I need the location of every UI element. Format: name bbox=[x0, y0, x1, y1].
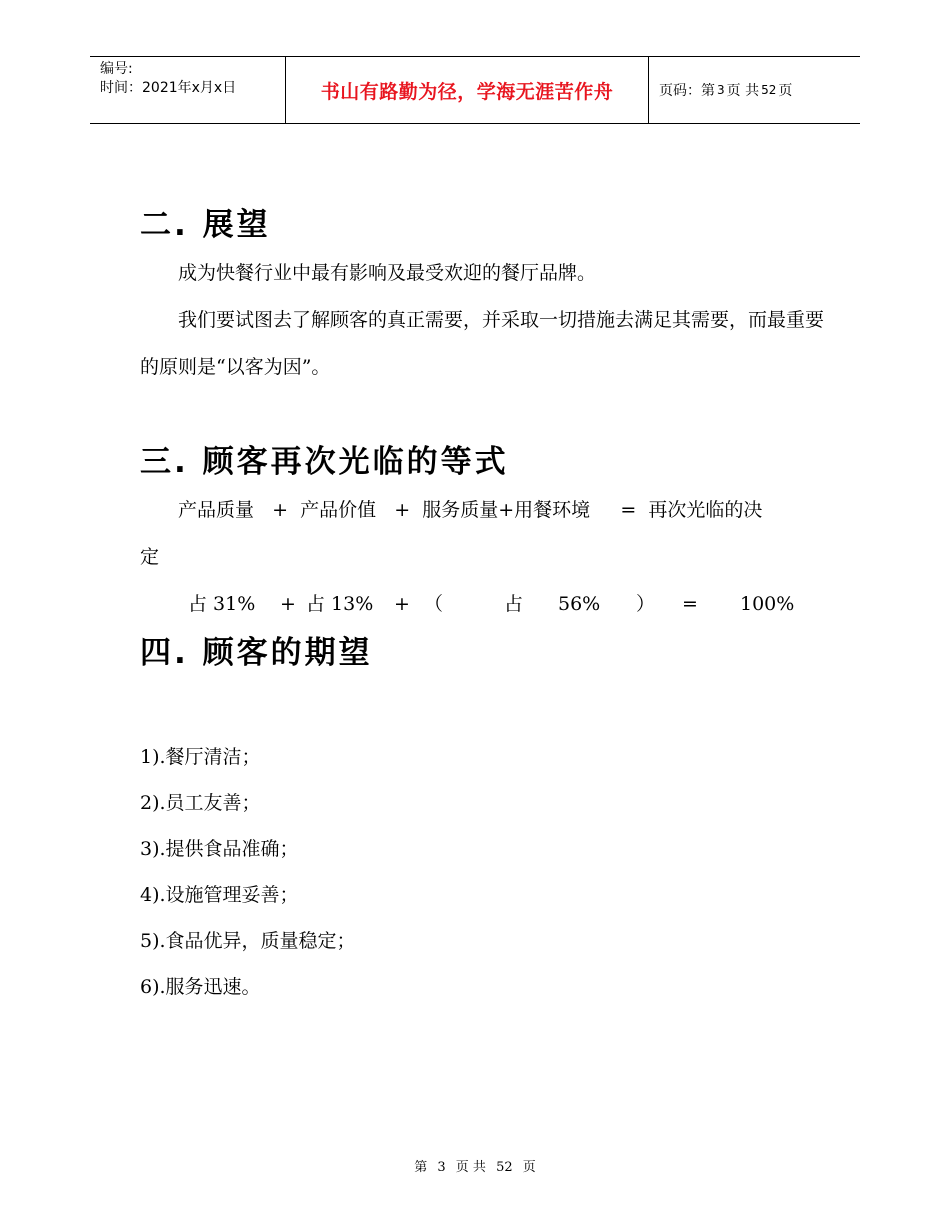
list-item: 1).餐厅清洁； bbox=[140, 746, 261, 768]
open-paren: （ bbox=[424, 593, 444, 615]
list-item: 4).设施管理妥善； bbox=[140, 884, 299, 906]
percent-product-quality: 占 31% bbox=[188, 593, 256, 615]
plus-sign-2: + bbox=[394, 593, 410, 615]
list-item: 6).服务迅速。 bbox=[140, 976, 261, 998]
footer-prefix: 第 bbox=[414, 1160, 428, 1175]
page-prefix: 页码：第 bbox=[659, 83, 715, 99]
percent-total: 100% bbox=[740, 593, 795, 615]
outlook-paragraph-2: 我们要试图去了解顾客的真正需要，并采取一切措施去满足其需要，而最重要的原则是“以客为因”。 bbox=[140, 309, 825, 378]
header-page-number bbox=[649, 57, 860, 123]
page-total: 52 bbox=[761, 83, 777, 97]
number-label: 编号: bbox=[100, 61, 133, 77]
section-title-outlook: 二. 展望 bbox=[140, 207, 271, 243]
list-item: 5).食品优异，质量稳定； bbox=[140, 930, 356, 952]
page-footer bbox=[0, 1156, 950, 1175]
footer-mid: 页 共 bbox=[455, 1160, 486, 1175]
plus-sign-1: + bbox=[280, 593, 296, 615]
list-item: 2).员工友善； bbox=[140, 792, 261, 814]
outlook-paragraph-1: 成为快餐行业中最有影响及最受欢迎的餐厅品牌。 bbox=[178, 262, 597, 284]
header-motto: 书山有路勤为径，学海无涯苦作舟 bbox=[286, 57, 649, 123]
list-item: 3).提供食品准确； bbox=[140, 838, 299, 860]
page-header bbox=[90, 56, 860, 124]
document-body bbox=[140, 200, 840, 1010]
footer-total: 52 bbox=[496, 1160, 513, 1175]
page-current: 3 bbox=[717, 83, 725, 97]
section-title-equation: 三. 顾客再次光临的等式 bbox=[140, 444, 509, 480]
percent-product-value: 占 13% bbox=[306, 593, 374, 615]
equals-sign: = bbox=[682, 593, 698, 615]
equation-line-cont: 定 bbox=[140, 546, 160, 568]
equation-line: 产品质量 + 产品价值 + 服务质量+用餐环境 = 再次光临的决 bbox=[178, 499, 763, 521]
footer-suffix: 页 bbox=[522, 1160, 536, 1175]
page-suffix: 页 bbox=[778, 83, 793, 99]
header-meta bbox=[90, 57, 286, 123]
expectations-list bbox=[140, 734, 840, 1010]
percent-service-env: 56% bbox=[558, 593, 601, 615]
percent-label: 占 bbox=[504, 593, 524, 615]
section-title-expectations: 四. 顾客的期望 bbox=[140, 635, 373, 671]
equation-percent-row bbox=[140, 581, 840, 628]
footer-current: 3 bbox=[437, 1160, 446, 1175]
close-paren: ） bbox=[636, 593, 656, 615]
time-label: 时间：2021年x月x日 bbox=[100, 80, 237, 96]
page-mid: 页 共 bbox=[726, 83, 760, 99]
